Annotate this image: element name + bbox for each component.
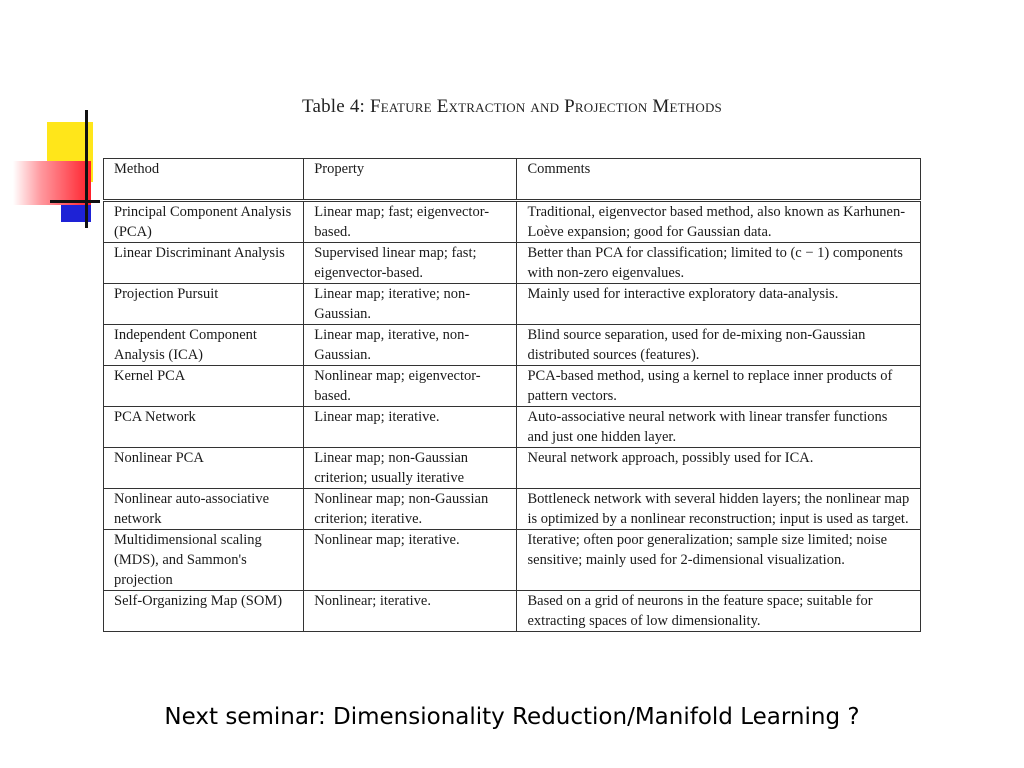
comments-cell: Iterative; often poor generalization; sample size limited; noise sensitive; mainly used for 2-dimensional visualization. — [517, 530, 921, 591]
table-row — [104, 366, 921, 407]
table-caption — [0, 96, 1024, 118]
table-row — [104, 325, 921, 366]
comments-cell: Neural network approach, possibly used for ICA. — [517, 448, 921, 489]
method-cell: Principal Component Analysis (PCA) — [104, 201, 304, 243]
next-seminar-note: Next seminar: Dimensionality Reduction/Manifold Learning ? — [164, 704, 860, 730]
method-cell: Independent Component Analysis (ICA) — [104, 325, 304, 366]
method-cell: PCA Network — [104, 407, 304, 448]
property-cell: Linear map; iterative; non-Gaussian. — [304, 284, 517, 325]
property-cell: Nonlinear map; iterative. — [304, 530, 517, 591]
table-row — [104, 284, 921, 325]
column-header-property: Property — [304, 159, 517, 201]
method-cell: Nonlinear PCA — [104, 448, 304, 489]
decorative-vertical-line — [85, 110, 88, 228]
property-cell: Nonlinear map; eigenvector-based. — [304, 366, 517, 407]
table-row — [104, 530, 921, 591]
comments-cell: Traditional, eigenvector based method, also known as Karhunen-Loève expansion; good for Gaussian data. — [517, 201, 921, 243]
property-cell: Linear map; non-Gaussian criterion; usually iterative — [304, 448, 517, 489]
method-cell: Self-Organizing Map (SOM) — [104, 591, 304, 632]
comments-cell: PCA-based method, using a kernel to replace inner products of pattern vectors. — [517, 366, 921, 407]
decorative-red-gradient — [13, 161, 91, 205]
feature-extraction-table — [103, 158, 921, 632]
property-cell: Linear map, iterative, non-Gaussian. — [304, 325, 517, 366]
method-cell: Multidimensional scaling (MDS), and Sammon's projection — [104, 530, 304, 591]
comments-cell: Mainly used for interactive exploratory data-analysis. — [517, 284, 921, 325]
table-row — [104, 407, 921, 448]
table-row — [104, 201, 921, 243]
comments-cell: Better than PCA for classification; limited to (c − 1) components with non-zero eigenvalues. — [517, 243, 921, 284]
property-cell: Nonlinear; iterative. — [304, 591, 517, 632]
method-cell: Projection Pursuit — [104, 284, 304, 325]
method-cell: Linear Discriminant Analysis — [104, 243, 304, 284]
comments-cell: Auto-associative neural network with linear transfer functions and just one hidden layer. — [517, 407, 921, 448]
method-cell: Kernel PCA — [104, 366, 304, 407]
decorative-horizontal-line — [50, 200, 100, 203]
property-cell: Supervised linear map; fast; eigenvector-based. — [304, 243, 517, 284]
table-header-row — [104, 159, 921, 201]
table-row — [104, 489, 921, 530]
property-cell: Linear map; fast; eigenvector-based. — [304, 201, 517, 243]
comments-cell: Bottleneck network with several hidden layers; the nonlinear map is optimized by a nonlinear reconstruction; input is used as target. — [517, 489, 921, 530]
property-cell: Linear map; iterative. — [304, 407, 517, 448]
table-row — [104, 591, 921, 632]
column-header-comments: Comments — [517, 159, 921, 201]
table-caption-prefix: Table 4: — [301, 96, 370, 117]
property-cell: Nonlinear map; non-Gaussian criterion; iterative. — [304, 489, 517, 530]
method-cell: Nonlinear auto-associative network — [104, 489, 304, 530]
table-row — [104, 448, 921, 489]
table-row — [104, 243, 921, 284]
comments-cell: Based on a grid of neurons in the feature space; suitable for extracting spaces of low dimensionality. — [517, 591, 921, 632]
column-header-method: Method — [104, 159, 304, 201]
table-caption-title: Feature Extraction and Projection Methods — [370, 96, 722, 117]
comments-cell: Blind source separation, used for de-mixing non-Gaussian distributed sources (features). — [517, 325, 921, 366]
